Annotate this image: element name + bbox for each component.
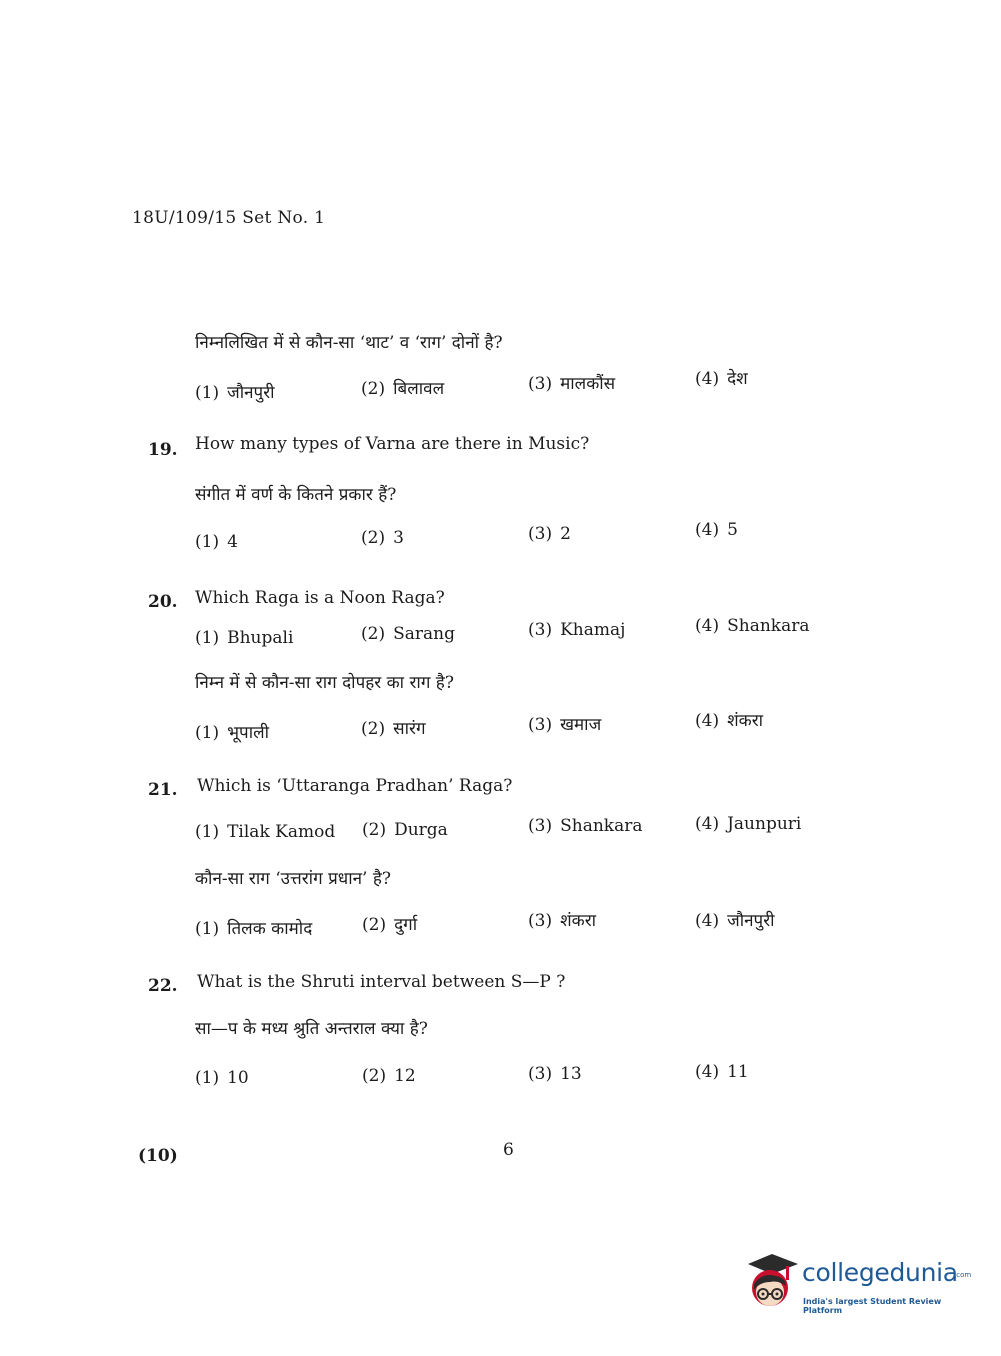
- q22-option-2: (2) 12: [362, 1066, 416, 1086]
- q21-option-hi-4: (4) जौनपुरी: [695, 911, 775, 931]
- q18-option-3: (3) मालकौंस: [528, 374, 616, 394]
- q20-option-en-2: (2) Sarang: [361, 624, 455, 644]
- q21-option-hi-2: (2) दुर्गा: [362, 915, 418, 935]
- q20-option-en-3: (3) Khamaj: [528, 620, 626, 640]
- q20-number: 20.: [148, 592, 178, 612]
- q22-option-1: (1) 10: [195, 1068, 249, 1088]
- q19-option-1: (1) 4: [195, 532, 238, 552]
- page-number: 6: [503, 1140, 514, 1160]
- logo-suffix: .com: [954, 1271, 972, 1279]
- set-label: 18U/109/15 Set No. 1: [132, 208, 326, 228]
- q18-option-2: (2) बिलावल: [361, 379, 445, 399]
- q20-option-en-4: (4) Shankara: [695, 616, 810, 636]
- q18-option-4: (4) देश: [695, 369, 748, 389]
- q21-option-en-3: (3) Shankara: [528, 816, 643, 836]
- q20-hindi: निम्न में से कौन-सा राग दोपहर का राग है?: [195, 673, 454, 693]
- q18-option-1: (1) जौनपुरी: [195, 383, 275, 403]
- q18-hindi: निम्नलिखित में से कौन-सा ‘थाट’ व ‘राग’ दोनों है?: [195, 333, 503, 353]
- q21-english: Which is ‘Uttaranga Pradhan’ Raga?: [197, 776, 513, 796]
- q19-number: 19.: [148, 440, 178, 460]
- collegedunia-logo: [742, 1250, 972, 1316]
- q20-option-hi-4: (4) शंकरा: [695, 711, 764, 731]
- q20-option-hi-3: (3) खमाज: [528, 715, 602, 735]
- q19-option-4: (4) 5: [695, 520, 738, 540]
- logo-wordmark: collegedunia: [802, 1258, 958, 1287]
- q22-option-4: (4) 11: [695, 1062, 749, 1082]
- q20-option-hi-1: (1) भूपाली: [195, 723, 270, 743]
- q21-option-hi-3: (3) शंकरा: [528, 911, 597, 931]
- q20-option-hi-2: (2) सारंग: [361, 719, 426, 739]
- q21-option-en-4: (4) Jaunpuri: [695, 814, 802, 834]
- q21-option-en-2: (2) Durga: [362, 820, 448, 840]
- q22-option-3: (3) 13: [528, 1064, 582, 1084]
- q20-option-en-1: (1) Bhupali: [195, 628, 294, 648]
- logo-tagline: India's largest Student Review Platform: [803, 1297, 942, 1315]
- q19-hindi: संगीत में वर्ण के कितने प्रकार हैं?: [195, 485, 397, 505]
- q19-option-2: (2) 3: [361, 528, 404, 548]
- q22-english: What is the Shruti interval between S—P ?: [197, 972, 566, 992]
- q21-number: 21.: [148, 780, 178, 800]
- q21-hindi: कौन-सा राग ‘उत्तरांग प्रधान’ है?: [195, 869, 391, 889]
- q22-number: 22.: [148, 976, 178, 996]
- q21-option-en-1: (1) Tilak Kamod: [195, 822, 336, 842]
- q21-option-hi-1: (1) तिलक कामोद: [195, 919, 313, 939]
- q20-english: Which Raga is a Noon Raga?: [195, 588, 445, 608]
- q22-hindi: सा—प के मध्य श्रुति अन्तराल क्या है?: [195, 1019, 428, 1039]
- paper-code: (10): [138, 1146, 178, 1166]
- q19-english: How many types of Varna are there in Music?: [195, 434, 590, 454]
- mascot-icon: [742, 1250, 800, 1312]
- q19-option-3: (3) 2: [528, 524, 571, 544]
